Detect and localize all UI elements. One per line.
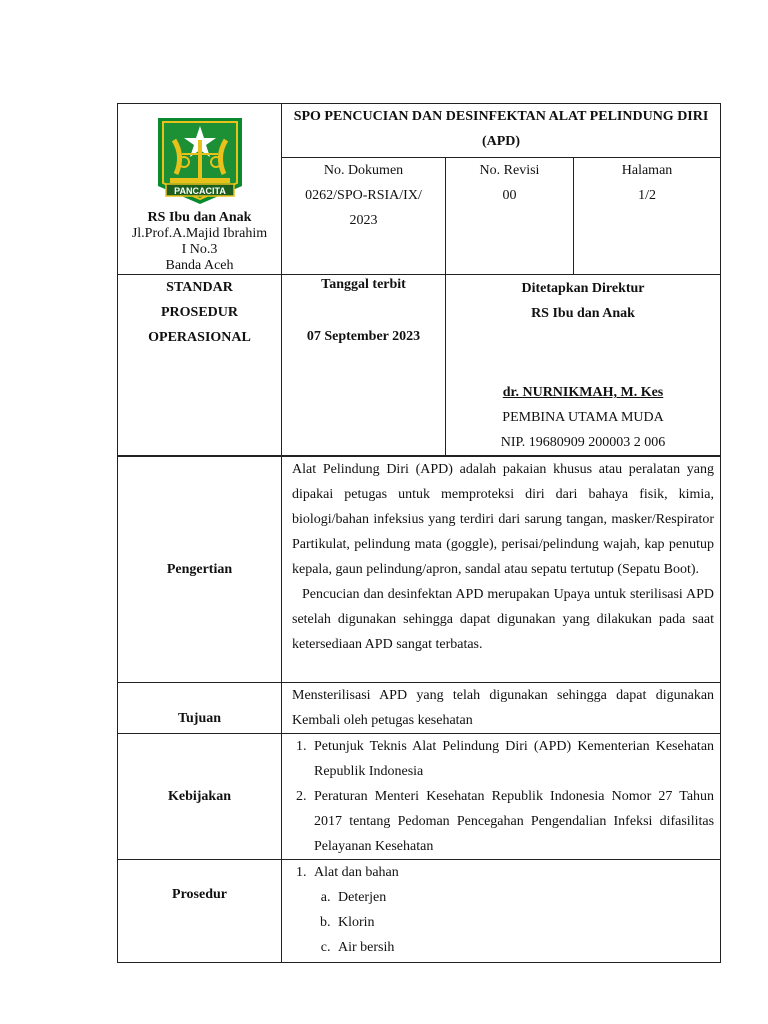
- pengertian-paragraph-1: Alat Pelindung Diri (APD) adalah pakaian khusus atau peralatan yang dipakai petugas untuk memproteksi diri dari bahaya fisik, kimia, biologi/bahan infeksius yang terdiri dari sarung tangan, masker/Respirator Partikulat, pelindung mata (goggle), perisai/pelindung wajah, kap penutup kepala, gaun pelindung/apron, sandal atau sepatu tertutup (Sepatu Boot).: [292, 462, 715, 577]
- prosedur-list: [282, 860, 714, 885]
- page-label: Halaman: [621, 162, 673, 178]
- prosedur-subitem: b. Klorin: [334, 910, 714, 935]
- hospital-address-line-2: I No.3: [181, 242, 218, 257]
- revision-label: No. Revisi: [479, 162, 540, 178]
- revision-cell: [446, 157, 574, 274]
- prosedur-sublist: [282, 885, 714, 960]
- doc-number-value: 0262/SPO-RSIA/IX/ 2023: [305, 187, 422, 228]
- approval-cell: [446, 275, 721, 456]
- hospital-name: RS Ibu dan Anak: [147, 210, 252, 225]
- hospital-address-line-1: Jl.Prof.A.Majid Ibrahim: [131, 226, 268, 241]
- prosedur-subitem: a. Deterjen: [334, 885, 714, 910]
- sop-heading-cell: [118, 275, 282, 456]
- spo-table: [117, 103, 721, 963]
- issue-date-value: 07 September 2023: [306, 329, 421, 344]
- prosedur-item-text: Alat dan bahan: [314, 865, 399, 880]
- doc-number-label: No. Dokumen: [323, 162, 404, 178]
- logo-lettering: PANCACITA: [173, 186, 226, 196]
- kebijakan-item: 2. Peraturan Menteri Kesehatan Republik Indonesia Nomor 27 Tahun 2017 tentang Pedoman Pencegahan Pengendalian Infeksi difasilitas Pelayanan Kesehatan: [310, 784, 714, 859]
- approval-hospital: RS Ibu dan Anak: [531, 306, 635, 321]
- prosedur-content: [282, 860, 721, 963]
- section-label-pengertian: Pengertian: [118, 457, 282, 683]
- kebijakan-content: [282, 734, 721, 860]
- hospital-address-line-3: Banda Aceh: [165, 258, 234, 273]
- pengertian-paragraph-2: Pencucian dan desinfektan APD merupakan Upaya untuk sterilisasi APD setelah digunakan sehingga dapat digunakan yang dilakukan pada saat ketersediaan APD sangat terbatas.: [292, 587, 715, 652]
- kebijakan-list: [282, 734, 714, 859]
- page-value: 1/2: [638, 187, 656, 203]
- section-label-prosedur: Prosedur: [118, 860, 282, 963]
- doc-number-cell: [282, 157, 446, 274]
- sop-heading-line-3: OPERASIONAL: [148, 330, 251, 345]
- page-cell: [574, 157, 721, 274]
- sop-heading-line-2: PROSEDUR: [160, 305, 238, 320]
- approval-heading: Ditetapkan Direktur: [521, 281, 645, 296]
- section-label-tujuan: Tujuan: [118, 683, 282, 734]
- sop-heading-line-1: STANDAR: [166, 280, 233, 295]
- prosedur-item: [310, 860, 714, 885]
- kebijakan-item: 1. Petunjuk Teknis Alat Pelindung Diri (APD) Kementerian Kesehatan Republik Indonesia: [310, 734, 714, 784]
- pengertian-content: [282, 457, 721, 683]
- pancacita-logo: [154, 116, 246, 206]
- director-name: dr. NURNIKMAH, M. Kes: [502, 385, 664, 400]
- issue-date-cell: [282, 275, 446, 456]
- director-nip: NIP. 19680909 200003 2 006: [500, 435, 666, 450]
- issue-date-label: Tanggal terbit: [321, 277, 406, 292]
- hospital-identity-cell: [118, 104, 282, 275]
- document-title: SPO PENCUCIAN DAN DESINFEKTAN ALAT PELINDUNG DIRI (APD): [282, 104, 721, 158]
- revision-value: 00: [502, 187, 517, 203]
- tujuan-content: Mensterilisasi APD yang telah digunakan sehingga dapat digunakan Kembali oleh petugas kesehatan: [282, 683, 721, 734]
- director-rank: PEMBINA UTAMA MUDA: [502, 410, 664, 425]
- spo-document: [117, 103, 720, 963]
- section-label-kebijakan: Kebijakan: [118, 734, 282, 860]
- prosedur-subitem: c. Air bersih: [334, 935, 714, 960]
